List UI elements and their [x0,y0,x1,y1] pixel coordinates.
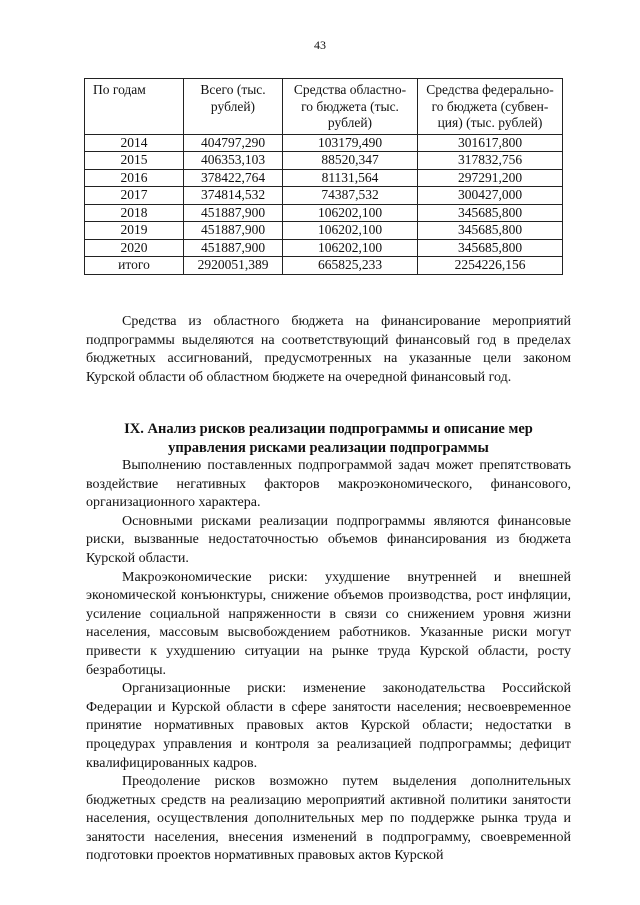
section-paragraph: Выполнению поставленных подпрограммой задач может препятствовать воздействие негативных факторов макроэкономического, финансового, организационного характера. [86,458,571,511]
cell-federal: 2254226,156 [418,257,563,275]
cell-year: 2015 [85,152,184,170]
cell-regional: 88520,347 [283,152,418,170]
cell-regional: 665825,233 [283,257,418,275]
section-title: IX. Анализ рисков реализации подпрограммы и описание мер управления рисками реализации подпрограммы [124,421,533,456]
cell-year: 2017 [85,187,184,205]
header-regional-budget: Средства областно-го бюджета (тыс. рублей) [283,79,418,135]
cell-year: 2020 [85,239,184,257]
table-row [85,152,563,170]
section-paragraph: Организационные риски: изменение законодательства Российской Федерации и Курской области в сфере занятости населения; несвоевременное принятие нормативных правовых актов Курской области; недостатки в процедурах управления и контроля за реализацией подпрограммы; дефицит квалифицированных кадров. [86,681,571,771]
header-federal-budget: Средства федерально-го бюджета (субвен-ция) (тыс. рублей) [418,79,563,135]
cell-year: 2016 [85,169,184,187]
cell-total-label: итого [85,257,184,275]
cell-year: 2018 [85,204,184,222]
header-years: По годам [85,79,184,135]
cell-federal: 300427,000 [418,187,563,205]
cell-total: 451887,900 [184,239,283,257]
cell-federal: 345685,800 [418,239,563,257]
table-total-row [85,257,563,275]
section-paragraph: Основными рисками реализации подпрограммы являются финансовые риски, вызванные недостаточностью объемов финансирования из бюджета Курской области. [86,513,571,566]
table-row [85,134,563,152]
section-paragraph: Макроэкономические риски: ухудшение внутренней и внешней экономической конъюнктуры, снижение объемов производства, рост инфляции, усиление социальной напряженности в связи со снижением уровня жизни населения, массовым высвобождением работников. Указанные риски могут привести к ухудшению ситуации на рынке труда Курской области, росту безработицы. [86,569,571,678]
table-row [85,169,563,187]
cell-federal: 297291,200 [418,169,563,187]
table-row [85,222,563,240]
cell-regional: 103179,490 [283,134,418,152]
page-number: 43 [314,38,326,52]
table-body [85,134,563,274]
section-body [86,457,571,866]
funding-paragraph-block [86,313,571,387]
cell-total: 374814,532 [184,187,283,205]
header-total: Всего (тыс. рублей) [184,79,283,135]
section-paragraph: Преодоление рисков возможно путем выделения дополнительных бюджетных средств на реализацию мероприятий активной политики занятости населения, осуществления дополнительных мер по поддержке рынка труда и занятости населения, внесения изменений в подпрограмму, своевременной подготовки проектов нормативных правовых актов Курской [86,774,571,864]
cell-federal: 317832,756 [418,152,563,170]
cell-regional: 81131,564 [283,169,418,187]
cell-federal: 345685,800 [418,204,563,222]
cell-total: 451887,900 [184,222,283,240]
table-row [85,187,563,205]
cell-regional: 106202,100 [283,239,418,257]
cell-year: 2019 [85,222,184,240]
cell-total: 2920051,389 [184,257,283,275]
cell-total: 404797,290 [184,134,283,152]
cell-regional: 74387,532 [283,187,418,205]
cell-total: 406353,103 [184,152,283,170]
cell-federal: 301617,800 [418,134,563,152]
cell-regional: 106202,100 [283,204,418,222]
cell-total: 451887,900 [184,204,283,222]
cell-regional: 106202,100 [283,222,418,240]
table-row [85,239,563,257]
table-row [85,204,563,222]
funding-paragraph: Средства из областного бюджета на финансирование мероприятий подпрограммы выделяются на соответствующий финансовый год в пределах бюджетных ассигнований, предусмотренных на указанные цели законом Курской области об областном бюджете на очередной финансовый год. [86,314,571,385]
cell-year: 2014 [85,134,184,152]
table-header-row [85,79,563,135]
budget-table [84,78,563,275]
cell-federal: 345685,800 [418,222,563,240]
cell-total: 378422,764 [184,169,283,187]
